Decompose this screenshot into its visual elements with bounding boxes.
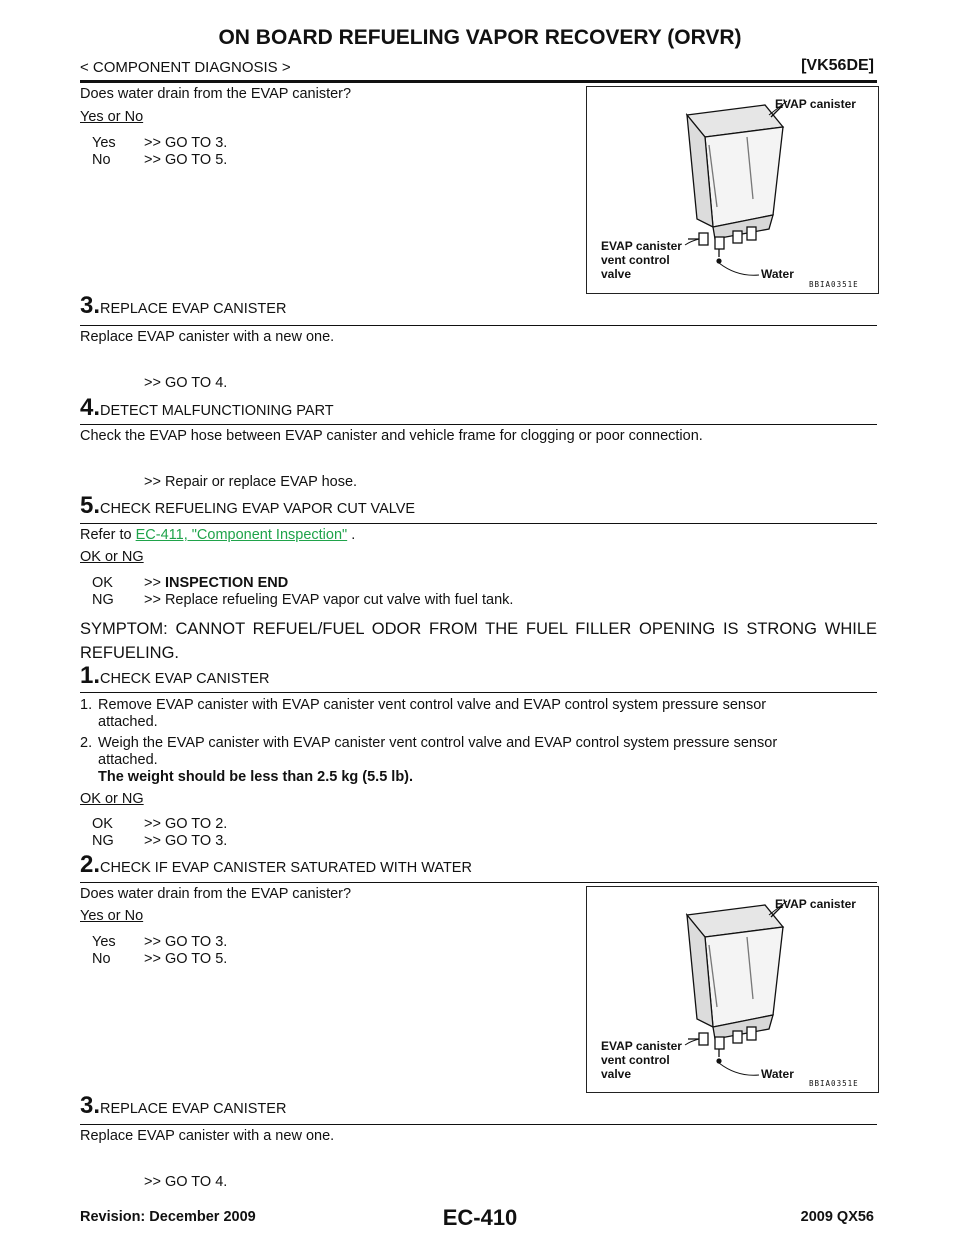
callout-vent-valve <box>601 239 682 281</box>
list-item <box>80 697 877 731</box>
step-title: CHECK EVAP CANISTER <box>100 671 270 687</box>
yes-action: >> GO TO 3. <box>144 934 228 950</box>
yes-row <box>92 934 227 951</box>
page-number: EC-410 <box>442 1205 518 1230</box>
callout-vent-valve-line1: EVAP canister <box>601 1039 682 1053</box>
section-label: < COMPONENT DIAGNOSIS > <box>80 59 291 76</box>
list-item <box>80 735 877 786</box>
step-3-body: Replace EVAP canister with a new one. <box>80 329 335 345</box>
choice-heading: OK or NG <box>80 549 144 565</box>
list-number: 2. <box>80 735 93 751</box>
callout-evap-canister: EVAP canister <box>775 97 856 111</box>
ok-label: OK <box>92 575 113 591</box>
list-text: Remove EVAP canister with EVAP canister vent control valve and EVAP control system pressure sensor <box>98 697 767 713</box>
step-divider <box>80 523 877 524</box>
ng-label: NG <box>92 833 114 849</box>
evap-canister-figure <box>586 886 879 1093</box>
step-3-heading <box>80 1092 287 1119</box>
header-divider <box>80 80 877 83</box>
refer-end: . <box>351 527 356 543</box>
step-1-heading <box>80 662 270 689</box>
ng-label: NG <box>92 592 114 608</box>
ok-label: OK <box>92 816 113 832</box>
callout-evap-canister: EVAP canister <box>775 897 856 911</box>
ng-action: >> Replace refueling EVAP vapor cut valve with fuel tank. <box>144 592 514 608</box>
step-divider <box>80 882 877 883</box>
refer-text: Refer to <box>80 527 132 543</box>
callout-water: Water <box>761 267 794 281</box>
step-title: DETECT MALFUNCTIONING PART <box>100 403 334 419</box>
no-row <box>92 951 227 968</box>
step-3-action: >> GO TO 4. <box>144 375 228 391</box>
ok-row <box>92 575 288 592</box>
callout-vent-valve-line2: vent control <box>601 253 670 267</box>
model-name: 2009 QX56 <box>800 1209 874 1225</box>
step-4-heading <box>80 394 334 421</box>
step-number: 5. <box>80 492 101 519</box>
callout-vent-valve <box>601 1039 682 1081</box>
list-number: 1. <box>80 697 93 713</box>
engine-code: [VK56DE] <box>801 57 874 74</box>
callout-vent-valve-line3: valve <box>601 1067 632 1081</box>
step-2-heading <box>80 851 472 878</box>
step-title: CHECK REFUELING EVAP VAPOR CUT VALVE <box>100 501 416 517</box>
ok-action: INSPECTION END <box>164 575 289 591</box>
step-title: REPLACE EVAP CANISTER <box>100 1101 287 1117</box>
step-3-heading <box>80 292 287 319</box>
revision-date: Revision: December 2009 <box>80 1209 256 1225</box>
callout-vent-valve-line3: valve <box>601 267 632 281</box>
step-number: 3. <box>80 292 101 319</box>
no-label: No <box>92 951 111 967</box>
step-title: CHECK IF EVAP CANISTER SATURATED WITH WATER <box>100 860 472 876</box>
no-action: >> GO TO 5. <box>144 152 228 168</box>
ng-row <box>92 592 513 609</box>
callout-vent-valve-line2: vent control <box>601 1053 670 1067</box>
yes-action: >> GO TO 3. <box>144 135 228 151</box>
no-row <box>92 152 227 169</box>
step-divider <box>80 692 877 693</box>
no-action: >> GO TO 5. <box>144 951 228 967</box>
callout-water: Water <box>761 1067 794 1081</box>
step-divider <box>80 325 877 326</box>
choice-heading: OK or NG <box>80 791 144 807</box>
yes-row <box>92 135 227 152</box>
evap-canister-figure <box>586 86 879 294</box>
step-5-heading <box>80 492 416 519</box>
no-label: No <box>92 152 111 168</box>
yes-label: Yes <box>92 934 116 950</box>
figure-id: BBIA0351E <box>809 1079 859 1088</box>
ok-row <box>92 816 227 833</box>
step-number: 3. <box>80 1092 101 1119</box>
step-4-action: >> Repair or replace EVAP hose. <box>144 474 358 490</box>
ok-action-prefix: >> <box>144 575 161 591</box>
ok-action: >> GO TO 2. <box>144 816 228 832</box>
step-number: 4. <box>80 394 101 421</box>
step-number: 2. <box>80 851 101 878</box>
step-3-action: >> GO TO 4. <box>144 1174 228 1190</box>
callout-vent-valve-line1: EVAP canister <box>601 239 682 253</box>
ng-action: >> GO TO 3. <box>144 833 228 849</box>
step-title: REPLACE EVAP CANISTER <box>100 301 287 317</box>
question-text: Does water drain from the EVAP canister? <box>80 886 352 902</box>
weight-spec: The weight should be less than 2.5 kg (5.5 lb). <box>98 769 414 785</box>
question-text: Does water drain from the EVAP canister? <box>80 86 352 102</box>
step-number: 1. <box>80 662 101 689</box>
list-text-cont: attached. <box>98 714 158 730</box>
choice-heading: Yes or No <box>80 908 144 924</box>
step-divider <box>80 1124 877 1125</box>
list-text-cont: attached. <box>98 752 158 768</box>
figure-id: BBIA0351E <box>809 280 859 289</box>
step-3-body: Replace EVAP canister with a new one. <box>80 1128 335 1144</box>
symptom-heading: SYMPTOM: CANNOT REFUEL/FUEL ODOR FROM THE FUEL FILLER OPENING IS STRONG WHILE REFUELING. <box>80 620 877 662</box>
step-4-body: Check the EVAP hose between EVAP canister and vehicle frame for clogging or poor connection. <box>80 428 703 444</box>
step-divider <box>80 424 877 425</box>
component-inspection-link[interactable]: EC-411, "Component Inspection" <box>135 527 348 543</box>
page-title: ON BOARD REFUELING VAPOR RECOVERY (ORVR) <box>218 26 742 49</box>
list-text: Weigh the EVAP canister with EVAP canister vent control valve and EVAP control system pressure sensor <box>98 735 778 751</box>
step-5-reference <box>80 527 355 544</box>
ng-row <box>92 833 227 850</box>
yes-label: Yes <box>92 135 116 151</box>
choice-heading: Yes or No <box>80 109 144 125</box>
